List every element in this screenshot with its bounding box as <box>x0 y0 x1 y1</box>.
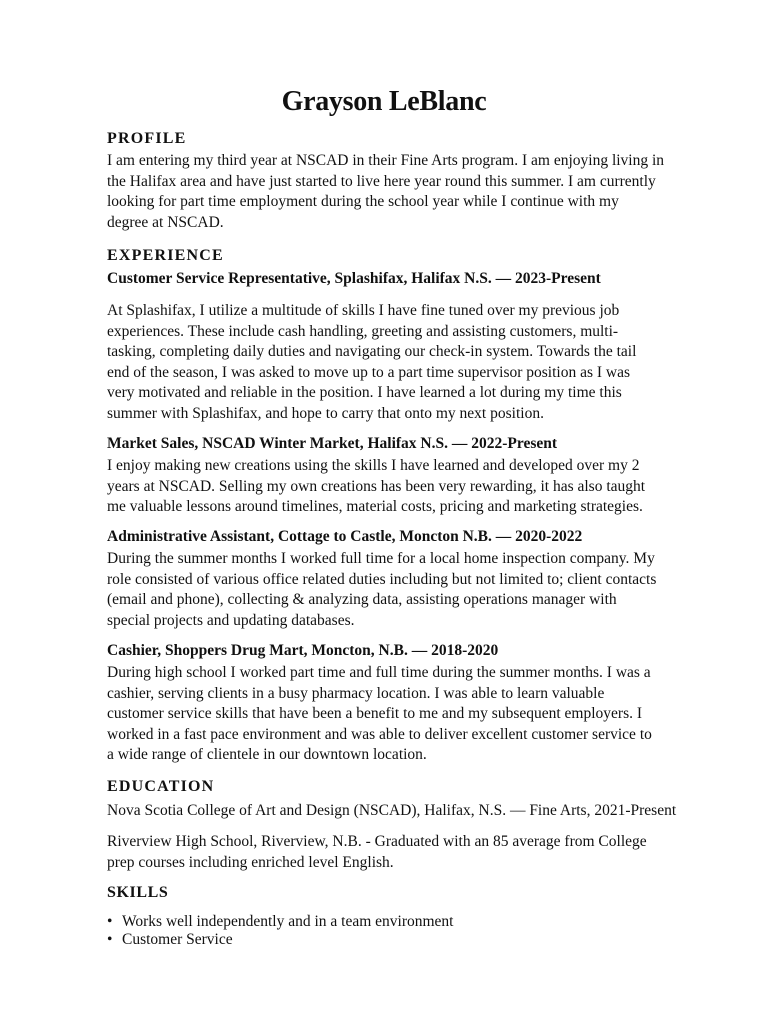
job-description-admin-assistant <box>107 549 677 631</box>
bullet-icon: • <box>107 930 113 948</box>
profile-line: the Halifax area and have just started to live here year round this summer. I am currently <box>107 172 656 190</box>
job-line: customer service skills that have been a benefit to me and my subsequent employers. I <box>107 705 643 723</box>
job-line: cashier, serving clients in a busy pharmacy location. I was able to learn valuable <box>107 684 605 702</box>
profile-line: I am entering my third year at NSCAD in their Fine Arts program. I am enjoying living in <box>107 152 665 169</box>
skill-item <box>107 913 677 931</box>
education-entry-riverview <box>107 832 677 873</box>
job-line: very motivated and reliable in the position. I have learned a lot during my time this <box>107 384 622 402</box>
job-line: role consisted of various office related duties including but not limited to; client contacts <box>107 570 657 588</box>
job-line: a wide range of clientele in our downtown location. <box>107 746 427 764</box>
job-line: experiences. These include cash handling, greeting and assisting customers, multi- <box>107 322 619 340</box>
job-line: special projects and updating databases. <box>107 611 355 629</box>
resume-name: Grayson LeBlanc <box>281 86 487 117</box>
profile-line: looking for part time employment during the school year while I continue with my <box>107 193 619 211</box>
job-line: At Splashifax, I utilize a multitude of skills I have fine tuned over my previous job <box>107 302 620 319</box>
experience-heading: EXPERIENCE <box>107 247 224 264</box>
education-heading: EDUCATION <box>107 778 215 795</box>
skill-text: Customer Service <box>122 930 233 948</box>
skills-heading: SKILLS <box>107 884 169 901</box>
job-title-splashifax: Customer Service Representative, Splashifax, Halifax N.S. — 2023-Present <box>107 270 601 287</box>
profile-text <box>107 151 677 233</box>
job-line: worked in a fast pace environment and was able to deliver excellent customer service to <box>107 725 652 743</box>
job-line: years at NSCAD. Selling my own creations has been very rewarding, it has also taught <box>107 477 646 495</box>
education-line: Riverview High School, Riverview, N.B. - Graduated with an 85 average from College <box>107 833 647 850</box>
job-line: During high school I worked part time and full time during the summer months. I was a <box>107 664 651 681</box>
profile-line: degree at NSCAD. <box>107 213 224 231</box>
bullet-icon: • <box>107 913 113 930</box>
education-line: prep courses including enriched level English. <box>107 853 394 871</box>
job-title-market-sales: Market Sales, NSCAD Winter Market, Halifax N.S. — 2022-Present <box>107 435 558 452</box>
job-line: (email and phone), collecting & analyzing data, assisting operations manager with <box>107 591 617 609</box>
job-line: During the summer months I worked full time for a local home inspection company. My <box>107 550 655 567</box>
education-line: Nova Scotia College of Art and Design (NSCAD), Halifax, N.S. — Fine Arts, 2021-Present <box>107 802 677 819</box>
job-description-market-sales <box>107 456 677 518</box>
job-description-splashifax <box>107 301 677 425</box>
education-entry-nscad <box>107 801 677 822</box>
job-line: end of the season, I was asked to move up to a part time supervisor position as I was <box>107 363 631 381</box>
job-title-cashier: Cashier, Shoppers Drug Mart, Moncton, N.B. — 2018-2020 <box>107 642 499 659</box>
job-line: tasking, completing daily duties and navigating our check-in system. Towards the tail <box>107 343 637 361</box>
skill-text: Works well independently and in a team environment <box>122 913 454 930</box>
skills-list <box>107 913 677 948</box>
job-description-cashier <box>107 663 677 766</box>
job-line: me valuable lessons around timelines, material costs, pricing and marketing strategies. <box>107 498 643 516</box>
profile-heading: PROFILE <box>107 130 187 147</box>
skill-item <box>107 931 677 949</box>
job-line: summer with Splashifax, and hope to carry that onto my next position. <box>107 404 544 422</box>
job-line: I enjoy making new creations using the skills I have learned and developed over my 2 <box>107 457 640 474</box>
job-title-admin-assistant: Administrative Assistant, Cottage to Castle, Moncton N.B. — 2020-2022 <box>107 528 583 545</box>
